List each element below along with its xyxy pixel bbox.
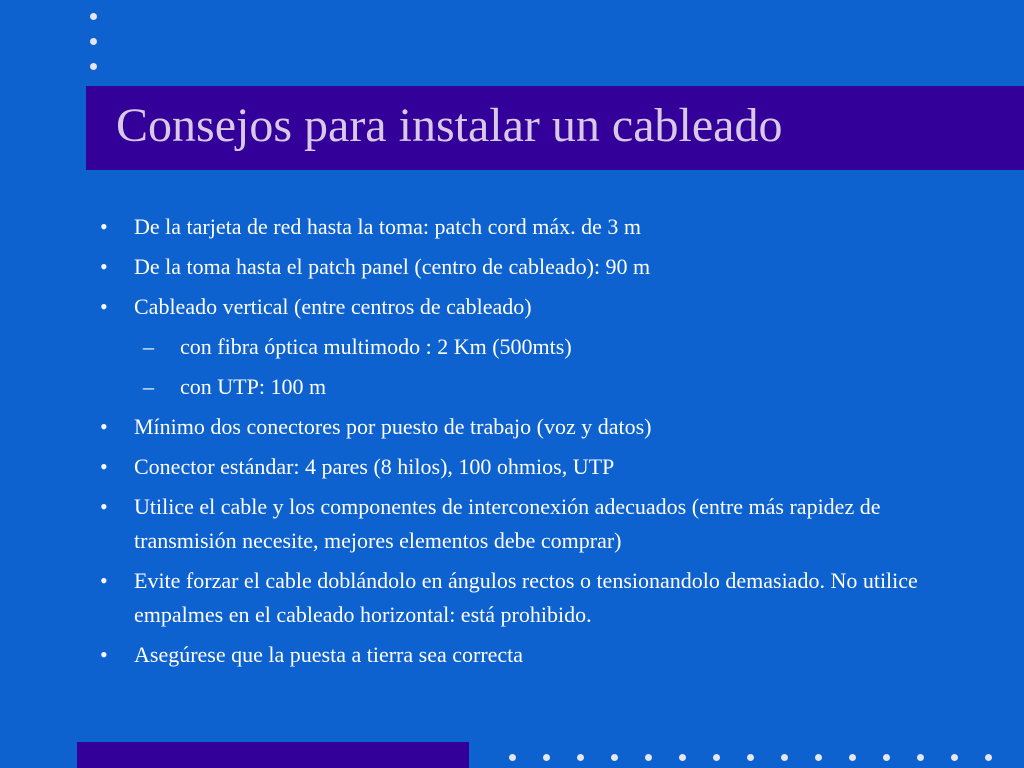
decorative-dot <box>713 754 720 761</box>
bullet-text: De la tarjeta de red hasta la toma: patch cord máx. de 3 m <box>134 214 642 239</box>
bullet-item <box>96 290 976 324</box>
bullet-item <box>96 450 976 484</box>
decorative-dot <box>611 754 618 761</box>
decorative-dot <box>951 754 958 761</box>
decorative-dot <box>781 754 788 761</box>
bullet-text: De la toma hasta el patch panel (centro de cableado): 90 m <box>134 254 651 279</box>
bullet-item <box>96 210 976 244</box>
decorative-dot <box>90 13 97 20</box>
slide-title: Consejos para instalar un cableado <box>116 99 783 152</box>
bullet-item <box>96 638 976 672</box>
sub-bullet-item <box>96 330 976 364</box>
bullet-marker: • <box>100 294 108 319</box>
bullet-marker: • <box>100 414 108 439</box>
sub-bullet-item <box>96 370 976 404</box>
bullet-marker: • <box>100 454 108 479</box>
bullet-text: Evite forzar el cable doblándolo en ángulos rectos o tensionandolo demasiado. No utilice empalmes en el cableado horizontal: está prohibido. <box>134 568 918 627</box>
bullet-marker: • <box>100 214 108 239</box>
bullet-marker: • <box>100 254 108 279</box>
decorative-dot <box>90 38 97 45</box>
bullet-text: Cableado vertical (entre centros de cableado) <box>134 294 532 319</box>
bullet-text: Mínimo dos conectores por puesto de trabajo (voz y datos) <box>134 414 652 439</box>
decorative-dot <box>577 754 584 761</box>
decorative-dot <box>543 754 550 761</box>
decorative-dot <box>645 754 652 761</box>
bullet-item <box>96 410 976 444</box>
bullet-text: Utilice el cable y los componentes de interconexión adecuados (entre más rapidez de transmisión necesite, mejores elementos debe comprar) <box>134 494 881 553</box>
bullet-text: Conector estándar: 4 pares (8 hilos), 100 ohmios, UTP <box>134 454 615 479</box>
footer-bar <box>77 742 469 768</box>
sub-bullet-marker: – <box>143 334 154 359</box>
decorative-dot <box>90 63 97 70</box>
decorative-dot <box>679 754 686 761</box>
sub-bullet-text: con fibra óptica multimodo : 2 Km (500mts) <box>180 334 572 359</box>
decorative-dot <box>849 754 856 761</box>
sub-bullet-marker: – <box>143 374 154 399</box>
decorative-dot <box>917 754 924 761</box>
decorative-dot <box>747 754 754 761</box>
decorative-dot <box>985 754 992 761</box>
bullet-marker: • <box>100 642 108 667</box>
bullet-marker: • <box>100 494 108 519</box>
bullet-list <box>96 210 976 678</box>
bullet-item <box>96 490 976 558</box>
decorative-dot <box>815 754 822 761</box>
sub-bullet-text: con UTP: 100 m <box>180 374 327 399</box>
decorative-dot <box>509 754 516 761</box>
decorative-dot <box>883 754 890 761</box>
bullet-marker: • <box>100 568 108 593</box>
bullet-item <box>96 564 976 632</box>
bullet-text: Asegúrese que la puesta a tierra sea correcta <box>134 642 524 667</box>
bullet-item <box>96 250 976 284</box>
